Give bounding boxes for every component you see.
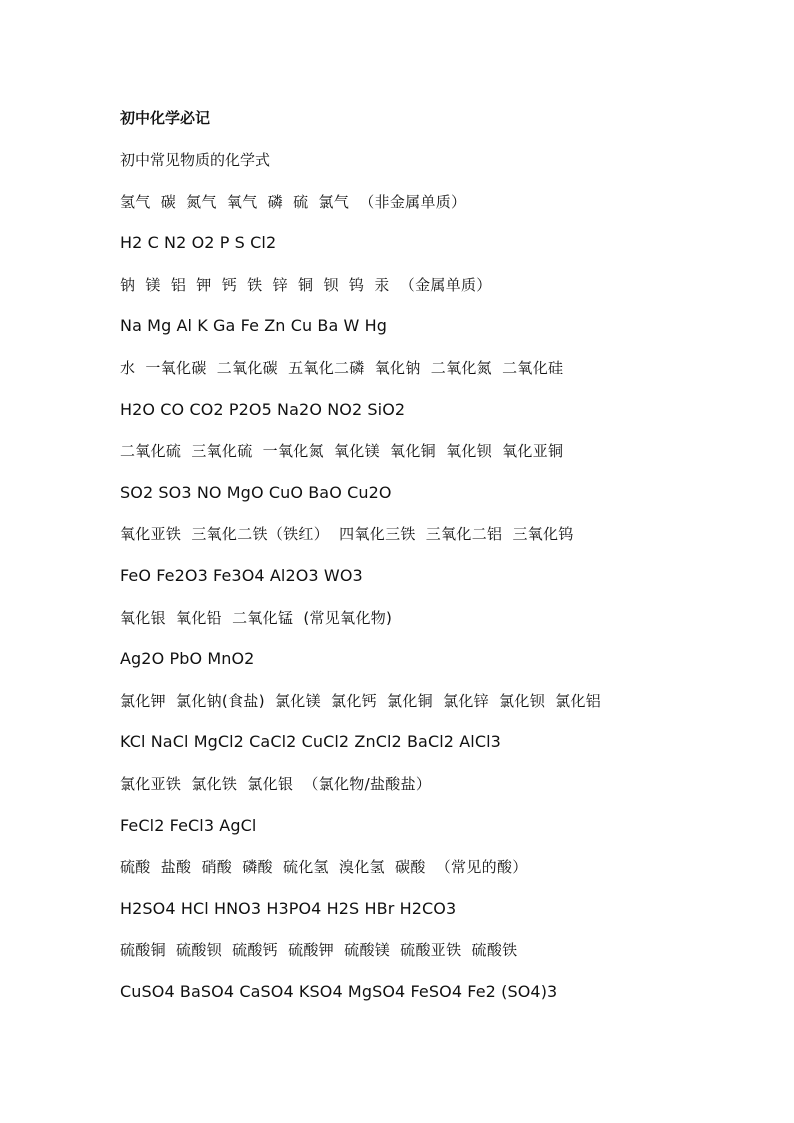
substance-names-line: 水 一氧化碳 二氧化碳 五氧化二磷 氧化钠 二氧化氮 二氧化硅 [120,358,564,377]
formula-line: Ag2O PbO MnO2 [120,649,255,669]
document-body [120,104,740,1006]
formula-line: SO2 SO3 NO MgO CuO BaO Cu2O [120,482,392,502]
substance-names-line: 硫酸铜 硫酸钡 硫酸钙 硫酸钾 硫酸镁 硫酸亚铁 硫酸铁 [120,941,518,960]
substance-names-line: 氯化亚铁 氯化铁 氯化银 （氯化物/盐酸盐） [120,774,432,793]
formula-line: H2O CO CO2 P2O5 Na2O NO2 SiO2 [120,399,406,419]
substance-names-line: 氧化亚铁 三氧化二铁（铁红） 四氧化三铁 三氧化二铝 三氧化钨 [120,525,574,544]
substance-names-line: 氢气 碳 氮气 氧气 磷 硫 氯气 （非金属单质） [120,192,467,211]
substance-names-line: 钠 镁 铝 钾 钙 铁 锌 铜 钡 钨 汞 （金属单质） [120,275,492,294]
formula-line: FeO Fe2O3 Fe3O4 Al2O3 WO3 [120,565,363,585]
formula-line: KCl NaCl MgCl2 CaCl2 CuCl2 ZnCl2 BaCl2 AlCl3 [120,732,501,752]
formula-line: FeCl2 FeCl3 AgCl [120,815,257,835]
substance-names-line: 氯化钾 氯化钠(食盐) 氯化镁 氯化钙 氯化铜 氯化锌 氯化钡 氯化铝 [120,691,602,710]
substance-names-line: 氧化银 氧化铅 二氧化锰 (常见氧化物) [120,608,393,627]
substance-names-line: 硫酸 盐酸 硝酸 磷酸 硫化氢 溴化氢 碳酸 （常见的酸） [120,858,528,877]
formula-line: Na Mg Al K Ga Fe Zn Cu Ba W Hg [120,316,388,336]
formula-line: CuSO4 BaSO4 CaSO4 KSO4 MgSO4 FeSO4 Fe2 (SO4)3 [120,981,558,1001]
document-subtitle: 初中常见物质的化学式 [120,151,271,169]
document-title: 初中化学必记 [120,109,211,127]
substance-names-line: 二氧化硫 三氧化硫 一氧化氮 氧化镁 氧化铜 氧化钡 氧化亚铜 [120,442,564,461]
formula-line: H2 C N2 O2 P S Cl2 [120,233,277,253]
formula-line: H2SO4 HCl HNO3 H3PO4 H2S HBr H2CO3 [120,898,457,918]
